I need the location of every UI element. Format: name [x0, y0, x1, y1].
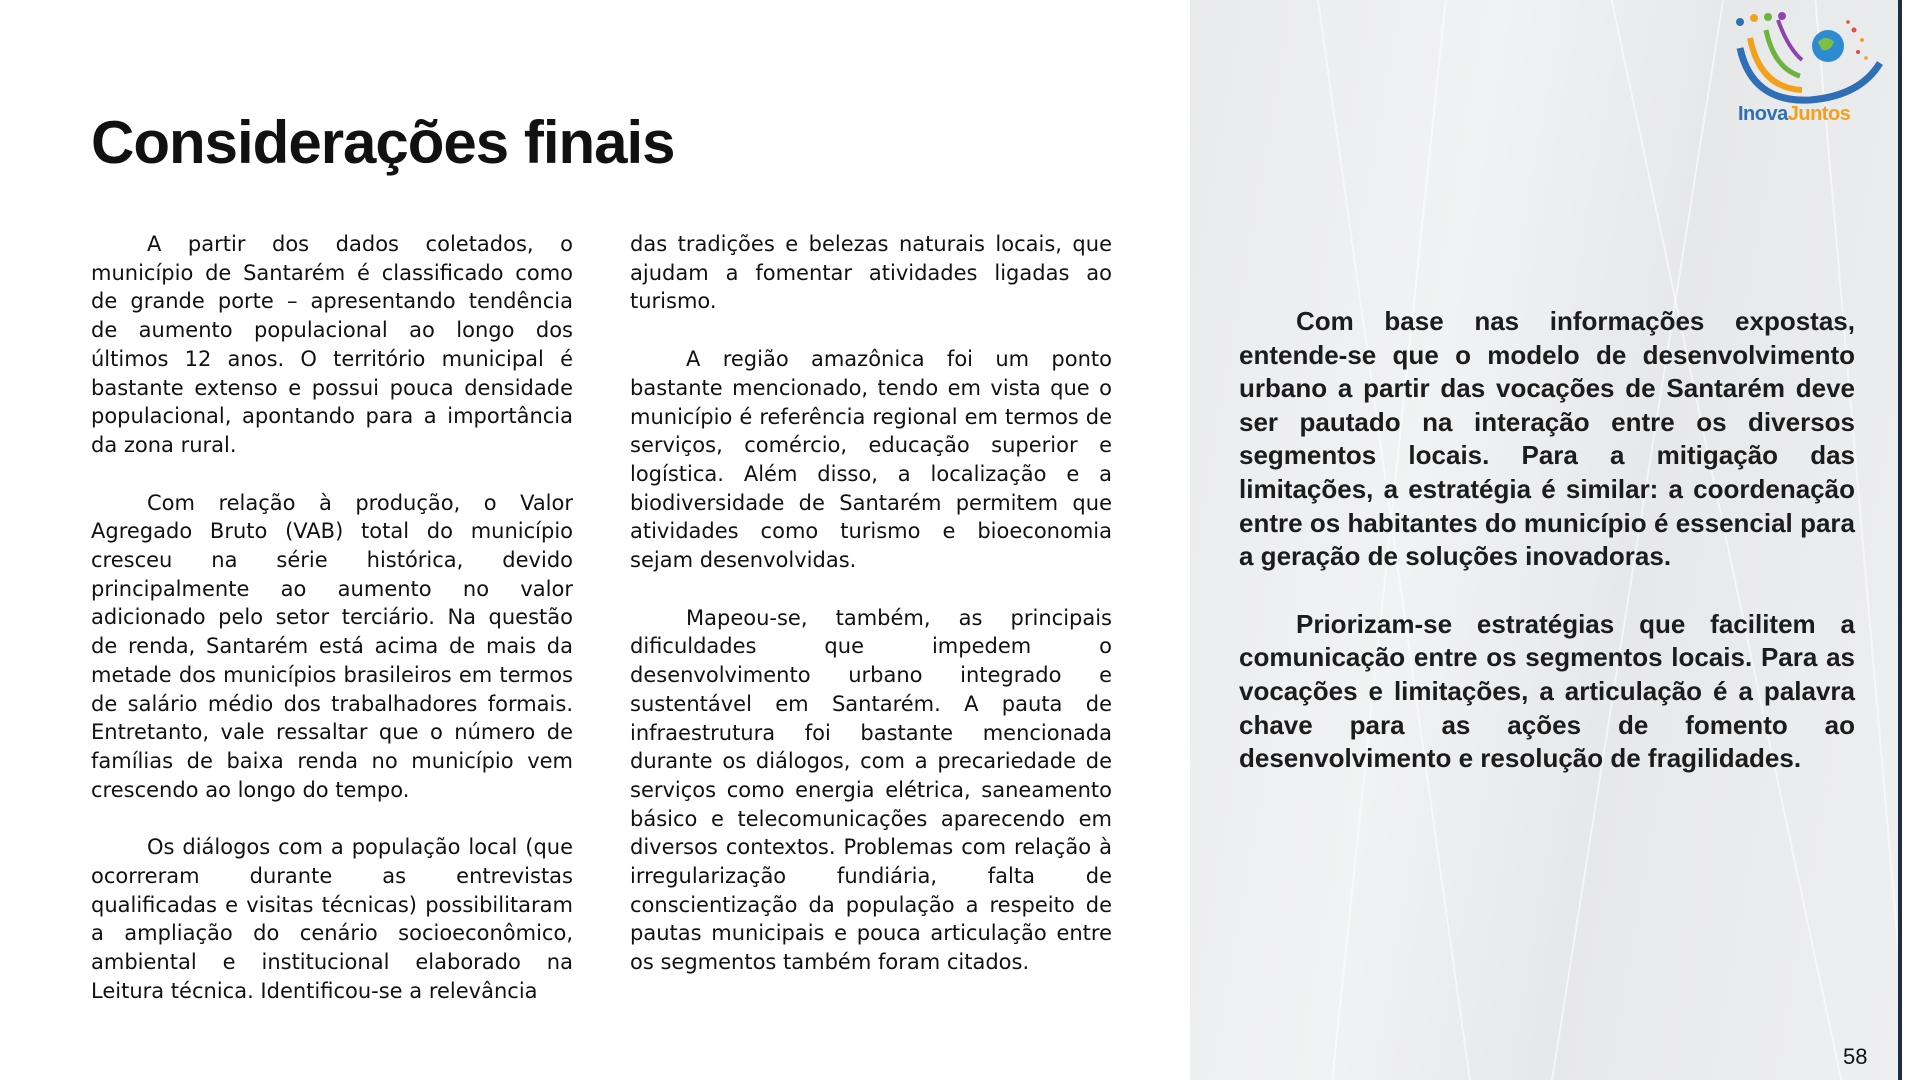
paragraph: das tradições e belezas naturais locais, que ajudam a fomentar atividades ligadas ao turismo. — [630, 232, 1112, 314]
paragraph: Com relação à produção, o Valor Agregado Bruto (VAB) total do município cresceu na série histórica, devido principalmente ao aumento no valor adicionado pelo setor terciário. Na questão de renda, Santarém está acima de mais da metade dos municípios brasileiros em termos de salário médio dos trabalhadores formais. Entretanto, vale ressaltar que o número de famílias de baixa renda no município vem crescendo ao longo do tempo. — [91, 490, 573, 802]
page-number: 58 — [1843, 1044, 1868, 1069]
summary-paragraph: Priorizam-se estratégias que facilitem a comunicação entre os segmentos locais. Para as vocações e limitações, a articulação é a palavra chave para as ações de fomento ao desenvolvimento e resolução de fragilidades. — [1239, 608, 1855, 774]
logo-text-juntos: Juntos — [1787, 103, 1851, 125]
logo-text-inova: Inova — [1738, 103, 1788, 125]
text-column-middle — [630, 230, 1112, 1006]
logo-wordmark — [1738, 103, 1850, 126]
page-title: Considerações finais — [91, 109, 675, 176]
summary-text — [1239, 305, 1855, 810]
paragraph: A região amazônica foi um ponto bastante mencionado, tendo em vista que o município é referência regional em termos de serviços, comércio, educação superior e logística. Além disso, a localização e a biodiversidade de Santarém permitem que atividades como turismo e bioeconomia sejam desenvolvidas. — [630, 347, 1112, 573]
summary-paragraph: Com base nas informações expostas, entende-se que o modelo de desenvolvimento urbano a partir das vocações de Santarém deve ser pautado na interação entre os diversos segmentos locais. Para a mitigação das limitações, a estratégia é similar: a coordenação entre os habitantes do município é essencial para a geração de soluções inovadoras. — [1239, 306, 1855, 572]
right-edge-bar — [1898, 0, 1902, 1080]
text-column-left — [91, 230, 573, 1035]
paragraph: Os diálogos com a população local (que ocorreram durante as entrevistas qualificadas e visitas técnicas) possibilitaram a ampliação do cenário socioeconômico, ambiental e institucional elaborado na Leitura técnica. Identificou-se a relevância — [91, 835, 573, 1003]
paragraph: Mapeou-se, também, as principais dificuldades que impedem o desenvolvimento urbano integrado e sustentável em Santarém. A pauta de infraestrutura foi bastante mencionada durante os diálogos, com a precariedade de serviços como energia elétrica, saneamento básico e telecomunicações aparecendo em diversos contextos. Problemas com relação à irregularização fundiária, falta de conscientização da população a respeito de pautas municipais e pouca articulação entre os segmentos também foram citados. — [630, 605, 1112, 975]
paragraph: A partir dos dados coletados, o município de Santarém é classificado como de grande porte – apresentando tendência de aumento populacional ao longo dos últimos 12 anos. O território municipal é bastante extenso e possui pouca densidade populacional, apontando para a importância da zona rural. — [91, 232, 573, 457]
